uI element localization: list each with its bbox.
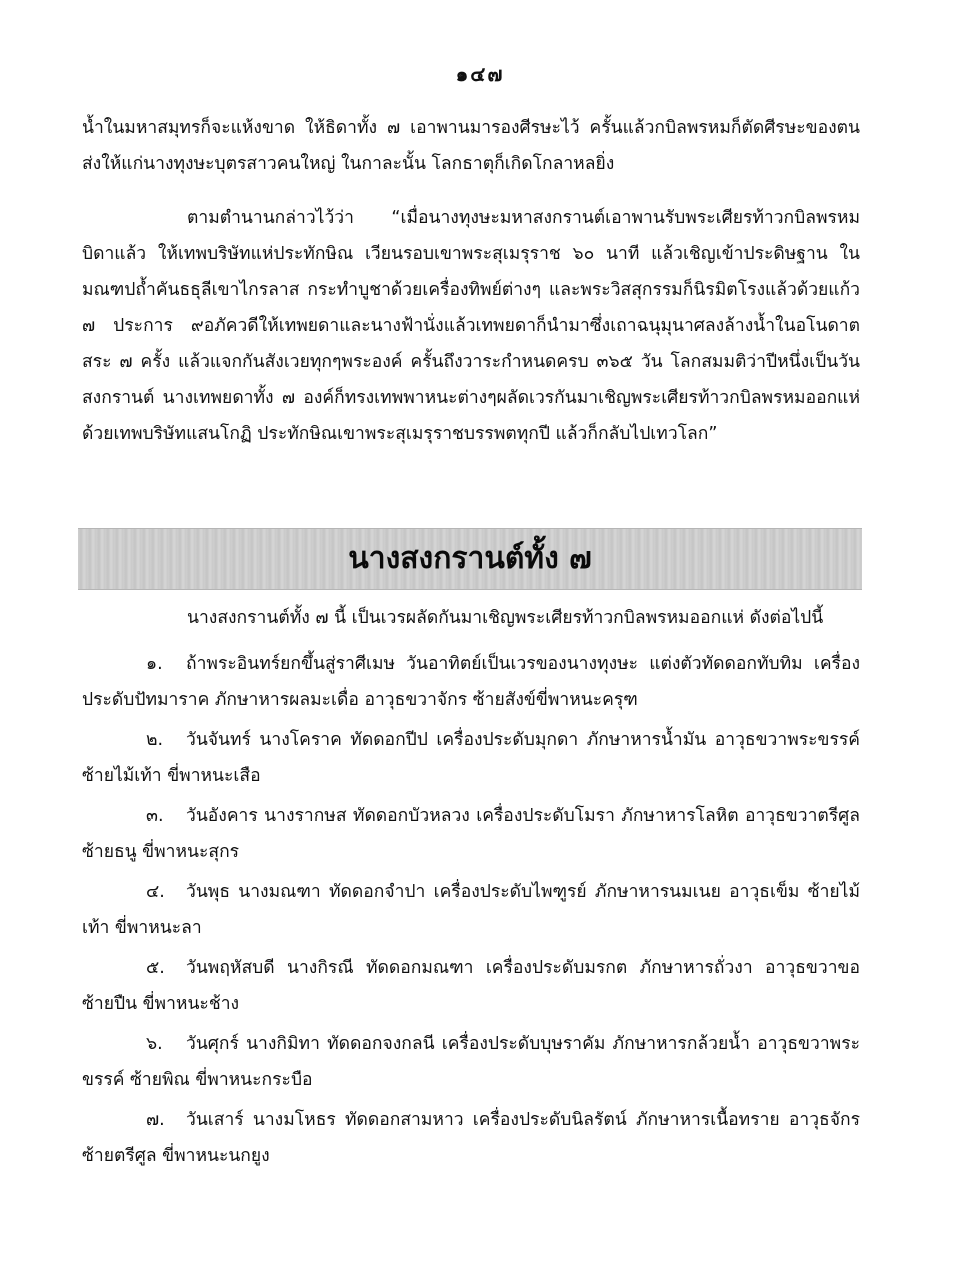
item-number: ๗.	[146, 1110, 165, 1130]
page-number: ๑๔๗	[455, 62, 505, 86]
section-intro: นางสงกรานต์ทั้ง ๗ นี้ เป็นเวรผลัดกันมาเชิญพระเศียรท้าวกบิลพรหมออกแห่ ดังต่อไปนี้	[187, 608, 824, 628]
list-item	[82, 646, 860, 718]
item-text: วันพฤหัสบดี นางกิรณี ทัดดอกมณฑา เครื่องประดับมรกต ภักษาหารถั่วงา อาวุธขวาขอ ซ้ายปืน ขี่พาหนะช้าง	[82, 958, 860, 1014]
paragraph-continuation: น้ำในมหาสมุทรก็จะแห้งขาด ให้ธิดาทั้ง ๗ เอาพานมารองศีรษะไว้ ครั้นแล้วกบิลพรหมก็ตัดศีรษะของตนส่งให้แก่นางทุงษะบุตรสาวคนใหญ่ ในกาละนั้น โลกธาตุก็เกิดโกลาหลยิ่ง	[82, 118, 860, 174]
item-number: ๒.	[146, 730, 164, 750]
item-number: ๕.	[146, 958, 165, 978]
item-text: วันเสาร์ นางมโหธร ทัดดอกสามหาว เครื่องประดับนิลรัตน์ ภักษาหารเนื้อทราย อาวุธจักร ซ้ายตรีศูล ขี่พาหนะนกยูง	[82, 1110, 860, 1166]
list-item	[82, 1102, 860, 1174]
item-number: ๖.	[146, 1034, 163, 1054]
list-item	[82, 950, 860, 1022]
item-text: วันจันทร์ นางโคราค ทัดดอกปีป เครื่องประดับมุกดา ภักษาหารน้ำมัน อาวุธขวาพระขรรค์ ซ้ายไม้เท้า ขี่พาหนะเสือ	[82, 730, 860, 786]
paragraph-legend-quote: ตามตำนานกล่าวไว้ว่า “เมื่อนางทุงษะมหาสงกรานต์เอาพานรับพระเศียรท้าวกบิลพรหมบิดาแล้ว ให้เทพบริษัทแห่ประทักษิณ เวียนรอบเขาพระสุเมรุราช ๖๐ นาที แล้วเชิญเข้าประดิษฐาน ในมณฑปถ้ำคันธธุลีเขาไกรลาส กระทำบูชาด้วยเครื่องทิพย์ต่างๆ และพระวิสสุกรรมก็นิรมิตโรงแล้วด้วยแก้ว ๗ ประการ ๙อภัควดีให้เทพยดาและนางฟ้านั่งแล้วเทพยดาก็นำมาซึ่งเถาฉนุมุนาศลงล้างน้ำในอโนดาตสระ ๗ ครั้ง แล้วแจกกันสังเวยทุกๆพระองค์ ครั้นถึงวาระกำหนดครบ ๓๖๕ วัน โลกสมมติว่าปีหนึ่งเป็นวันสงกรานต์ นางเทพยดาทั้ง ๗ องค์ก็ทรงเทพพาหนะต่างๆผลัดเวรกันมาเชิญพระเศียรท้าวกบิลพรหมออกแห่ด้วยเทพบริษัทแสนโกฏิ ประทักษิณเขาพระสุเมรุราชบรรพตทุกปี แล้วก็กลับไปเทวโลก”	[82, 208, 860, 444]
section-heading-band	[78, 528, 862, 590]
item-number: ๑.	[146, 654, 163, 674]
songkran-ladies-list	[82, 646, 860, 1178]
item-text: วันพุธ นางมณฑา ทัดดอกจำปา เครื่องประดับไพฑูรย์ ภักษาหารนมเนย อาวุธเข็ม ซ้ายไม้เท้า ขี่พาหนะลา	[82, 882, 860, 938]
item-text: ถ้าพระอินทร์ยกขึ้นสู่ราศีเมษ วันอาทิตย์เป็นเวรของนางทุงษะ แต่งตัวทัดดอกทับทิม เครื่องประดับปัทมาราค ภักษาหารผลมะเดื่อ อาวุธขวาจักร ซ้ายสังข์ขี่พาหนะครุฑ	[82, 654, 860, 710]
list-item	[82, 1026, 860, 1098]
item-text: วันอังคาร นางรากษส ทัดดอกบัวหลวง เครื่องประดับโมรา ภักษาหารโลหิต อาวุธขวาตรีศูล ซ้ายธนู ขี่พาหนะสุกร	[82, 806, 860, 862]
list-item	[82, 798, 860, 870]
section-heading: นางสงกรานต์ทั้ง ๗	[348, 541, 592, 576]
list-item	[82, 722, 860, 794]
item-number: ๓.	[146, 806, 164, 826]
item-text: วันศุกร์ นางกิมิทา ทัดดอกจงกลนี เครื่องประดับบุษราคัม ภักษาหารกล้วยน้ำ อาวุธขวาพระขรรค์ ซ้ายพิณ ขี่พาหนะกระบือ	[82, 1034, 860, 1090]
item-number: ๔.	[146, 882, 165, 902]
list-item	[82, 874, 860, 946]
